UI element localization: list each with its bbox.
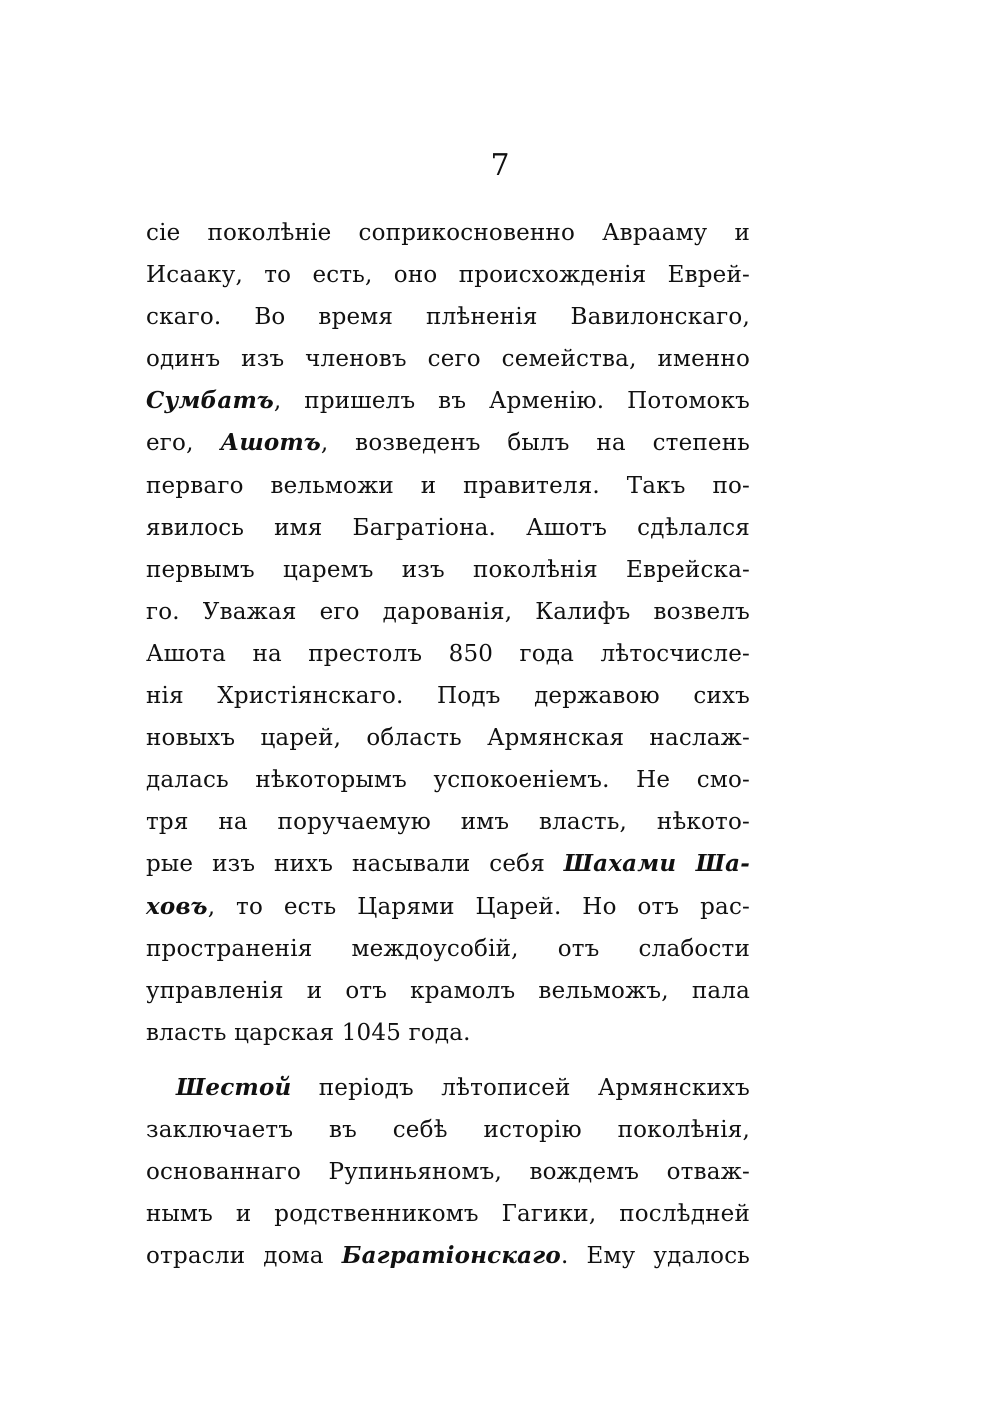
line-continuation: , возведенъ былъ на степень — [320, 430, 750, 457]
text-line: сіе поколѣніе соприкосновенно Аврааму и — [146, 220, 750, 246]
text-line — [146, 1235, 750, 1277]
text-line — [146, 1067, 750, 1109]
text-line: Исааку, то есть, оно происхожденія Еврей- — [146, 262, 750, 289]
text-line: управленія и отъ крамолъ вельможъ, пала — [146, 977, 750, 1004]
text-line: одинъ изъ членовъ сего семейства, именно — [146, 346, 750, 373]
text-line: заключаетъ въ себѣ исторію поколѣнія, — [146, 1116, 750, 1143]
text-line: основаннаго Рупиньяномъ, вождемъ отваж- — [146, 1159, 750, 1186]
text-line: пространенія междоусобій, отъ слабости — [146, 935, 750, 962]
text-line — [146, 380, 750, 422]
page-number: 7 — [490, 148, 510, 183]
line-continuation: . Ему удалось — [560, 1243, 750, 1270]
text-line: власть царская 1045 года. — [146, 1019, 471, 1046]
line-continuation: періодъ лѣтописей Армянскихъ — [291, 1074, 750, 1101]
text-line — [146, 886, 750, 928]
text-line: новыхъ царей, область Армянская наслаж- — [146, 725, 750, 752]
line-lead: отрасли дома — [146, 1243, 342, 1270]
text-line: первымъ царемъ изъ поколѣнія Еврейска- — [146, 556, 750, 583]
body-text — [146, 212, 750, 1277]
line-lead: рые изъ нихъ насывали себя — [146, 851, 564, 878]
italic-title: ховъ — [146, 892, 208, 920]
text-line: го. Уважая его дарованія, Калифъ возвелъ — [146, 598, 750, 625]
paragraph-gap — [146, 1054, 750, 1067]
italic-title: Шахами Ша- — [563, 850, 750, 878]
text-line: скаго. Во время плѣненія Вавилонскаго, — [146, 304, 750, 331]
line-continuation: , пришелъ въ Арменію. Потомокъ — [273, 388, 750, 415]
text-line: нымъ и родственникомъ Гагики, послѣдней — [146, 1201, 750, 1228]
italic-name: Багратіонскаго — [341, 1242, 561, 1270]
text-line: Ашота на престолъ 850 года лѣтосчисле- — [146, 640, 750, 667]
italic-name: Сумбатъ — [146, 387, 274, 415]
italic-heading: Шестой — [176, 1073, 292, 1101]
line-continuation: , то есть Царями Царей. Но отъ рас- — [207, 893, 750, 920]
paragraph-1 — [146, 212, 750, 1054]
text-line: далась нѣкоторымъ успокоеніемъ. Не смо- — [146, 767, 750, 794]
paragraph-2 — [146, 1067, 750, 1277]
text-line: явилось имя Багратіона. Ашотъ сдѣлался — [146, 514, 750, 541]
text-line: тря на поручаемую имъ власть, нѣкото- — [146, 809, 750, 836]
text-line: нія Христіянскаго. Подъ державою сихъ — [146, 683, 750, 710]
italic-name: Ашотъ — [220, 429, 321, 457]
text-line — [146, 422, 750, 464]
line-lead: его, — [146, 430, 221, 457]
text-line: перваго вельможи и правителя. Такъ по- — [146, 472, 750, 499]
text-line — [146, 843, 750, 885]
